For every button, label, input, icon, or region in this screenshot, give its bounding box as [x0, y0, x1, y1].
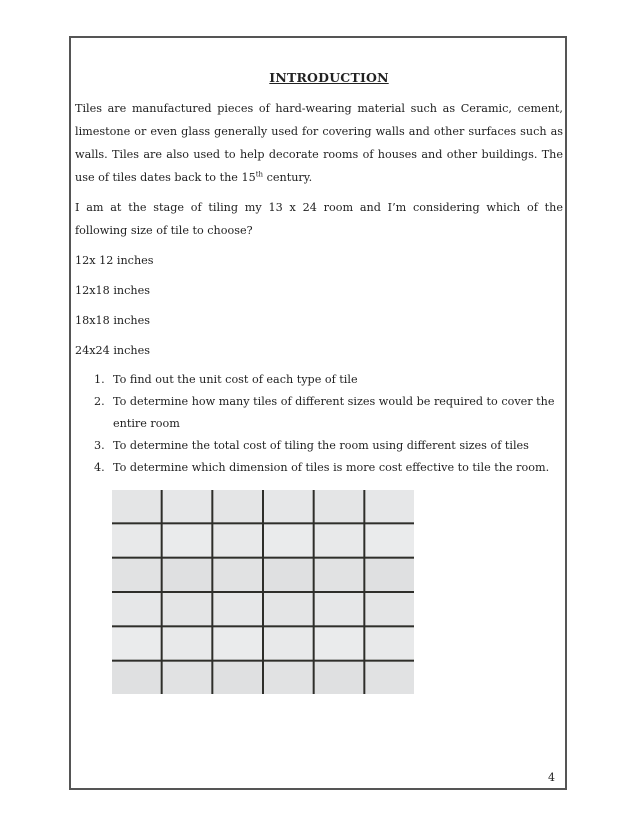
tile — [264, 627, 313, 659]
objective-item — [75, 457, 563, 479]
page-content — [75, 70, 563, 479]
tile — [112, 593, 161, 625]
intro-text: Tiles are manufactured pieces of hard-wearing material such as Ceramic, cement, limestone or even glass generally used for covering walls and other surfaces such as walls. Tiles are also used to help decorate rooms of houses and other buildings. The use of tiles dates back to the 15 — [75, 102, 563, 184]
objective-item — [75, 391, 563, 435]
tile — [213, 593, 262, 625]
objective-item — [75, 369, 563, 391]
tile-size-option: 12x 12 inches — [75, 254, 154, 267]
tile — [163, 662, 212, 694]
tile — [365, 490, 414, 522]
objective-number: 3. — [94, 439, 105, 452]
tile — [213, 627, 262, 659]
objective-text: To determine which dimension of tiles is more cost effective to tile the room. — [113, 461, 550, 474]
tile — [264, 490, 313, 522]
tile — [213, 524, 262, 556]
tile — [112, 662, 161, 694]
tile — [163, 559, 212, 591]
tile — [315, 524, 364, 556]
intro-paragraph — [75, 97, 563, 189]
tile — [365, 524, 414, 556]
tile — [315, 662, 364, 694]
objectives-list — [75, 369, 563, 479]
objective-text: To determine the total cost of tiling the room using different sizes of tiles — [113, 439, 529, 452]
objective-text: To find out the unit cost of each type of tile — [113, 373, 358, 386]
tile-size-option: 12x18 inches — [75, 284, 150, 297]
objective-number: 4. — [94, 461, 105, 474]
objective-number: 1. — [94, 373, 105, 386]
intro-text-end: century. — [263, 171, 313, 184]
tile — [163, 627, 212, 659]
tile — [163, 490, 212, 522]
question-paragraph: I am at the stage of tiling my 13 x 24 room and I’m considering which of the following size of tile to choose? — [75, 201, 563, 237]
ordinal-suffix: th — [255, 170, 264, 179]
objective-item — [75, 435, 563, 457]
page-number: 4 — [548, 771, 555, 784]
tile — [112, 559, 161, 591]
tile — [163, 593, 212, 625]
tile — [264, 662, 313, 694]
tile — [315, 627, 364, 659]
tile — [264, 559, 313, 591]
tile-size-option: 24x24 inches — [75, 344, 150, 357]
tile — [112, 524, 161, 556]
objective-number: 2. — [94, 395, 105, 408]
tile — [315, 490, 364, 522]
tile — [365, 627, 414, 659]
tile — [112, 490, 161, 522]
tile — [264, 524, 313, 556]
tile — [213, 662, 262, 694]
tile — [365, 593, 414, 625]
page-title: INTRODUCTION — [269, 70, 389, 85]
tile — [365, 559, 414, 591]
tile — [315, 559, 364, 591]
tile — [315, 593, 364, 625]
tile-grid-image — [112, 490, 414, 694]
tile — [112, 627, 161, 659]
tile — [163, 524, 212, 556]
tile-size-option: 18x18 inches — [75, 314, 150, 327]
objective-text: To determine how many tiles of different sizes would be required to cover the entire room — [113, 395, 555, 430]
tile — [365, 662, 414, 694]
tile — [264, 593, 313, 625]
tile — [213, 490, 262, 522]
tile — [213, 559, 262, 591]
